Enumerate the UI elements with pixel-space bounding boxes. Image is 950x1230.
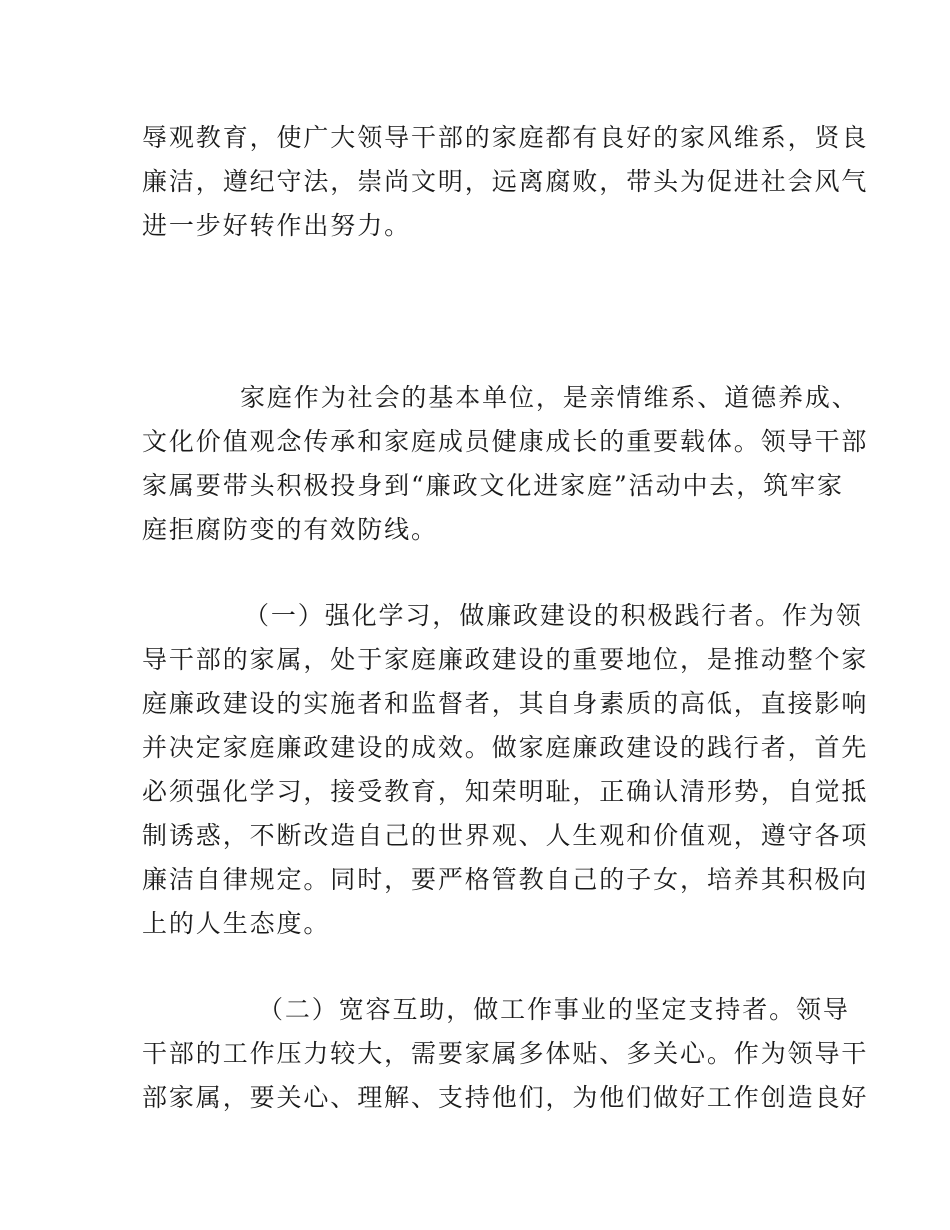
section-1-line: 并决定家庭廉政建设的成效。做家庭廉政建设的践行者，首先 [142, 733, 869, 762]
section-1-line: 导干部的家属，处于家庭廉政建设的重要地位，是推动整个家 [142, 645, 869, 674]
section-1-line: 上的人生态度。 [142, 909, 331, 938]
section-2-line: 部家属，要关心、理解、支持他们，为他们做好工作创造良好 [142, 1083, 869, 1112]
intro-line: 进一步好转作出努力。 [142, 211, 412, 240]
section-1-line: 制诱惑，不断改造自己的世界观、人生观和价值观，遵守各项 [142, 821, 869, 850]
section-1-line: 庭廉政建设的实施者和监督者，其自身素质的高低，直接影响 [142, 689, 869, 718]
section-2-line: 干部的工作压力较大，需要家属多体贴、多关心。作为领导干 [142, 1039, 869, 1068]
family-paragraph-line: 家庭作为社会的基本单位，是亲情维系、道德养成、 [240, 383, 859, 412]
intro-line: 辱观教育，使广大领导干部的家庭都有良好的家风维系，贤良 [142, 123, 869, 152]
family-paragraph-line: 文化价值观念传承和家庭成员健康成长的重要载体。领导干部 [142, 427, 869, 456]
family-paragraph-line: 家属要带头积极投身到“廉政文化进家庭”活动中去，筑牢家 [142, 471, 844, 500]
section-1-line: （一）强化学习，做廉政建设的积极践行者。作为领 [244, 601, 863, 630]
section-1-line: 廉洁自律规定。同时，要严格管教自己的子女，培养其积极向 [142, 865, 869, 894]
intro-line: 廉洁，遵纪守法，崇尚文明，远离腐败，带头为促进社会风气 [142, 167, 869, 196]
section-1-line: 必须强化学习，接受教育，知荣明耻，正确认清形势，自觉抵 [142, 777, 869, 806]
section-2-line: （二）宽容互助，做工作事业的坚定支持者。领导 [258, 995, 850, 1024]
family-paragraph-line: 庭拒腐防变的有效防线。 [142, 515, 438, 544]
